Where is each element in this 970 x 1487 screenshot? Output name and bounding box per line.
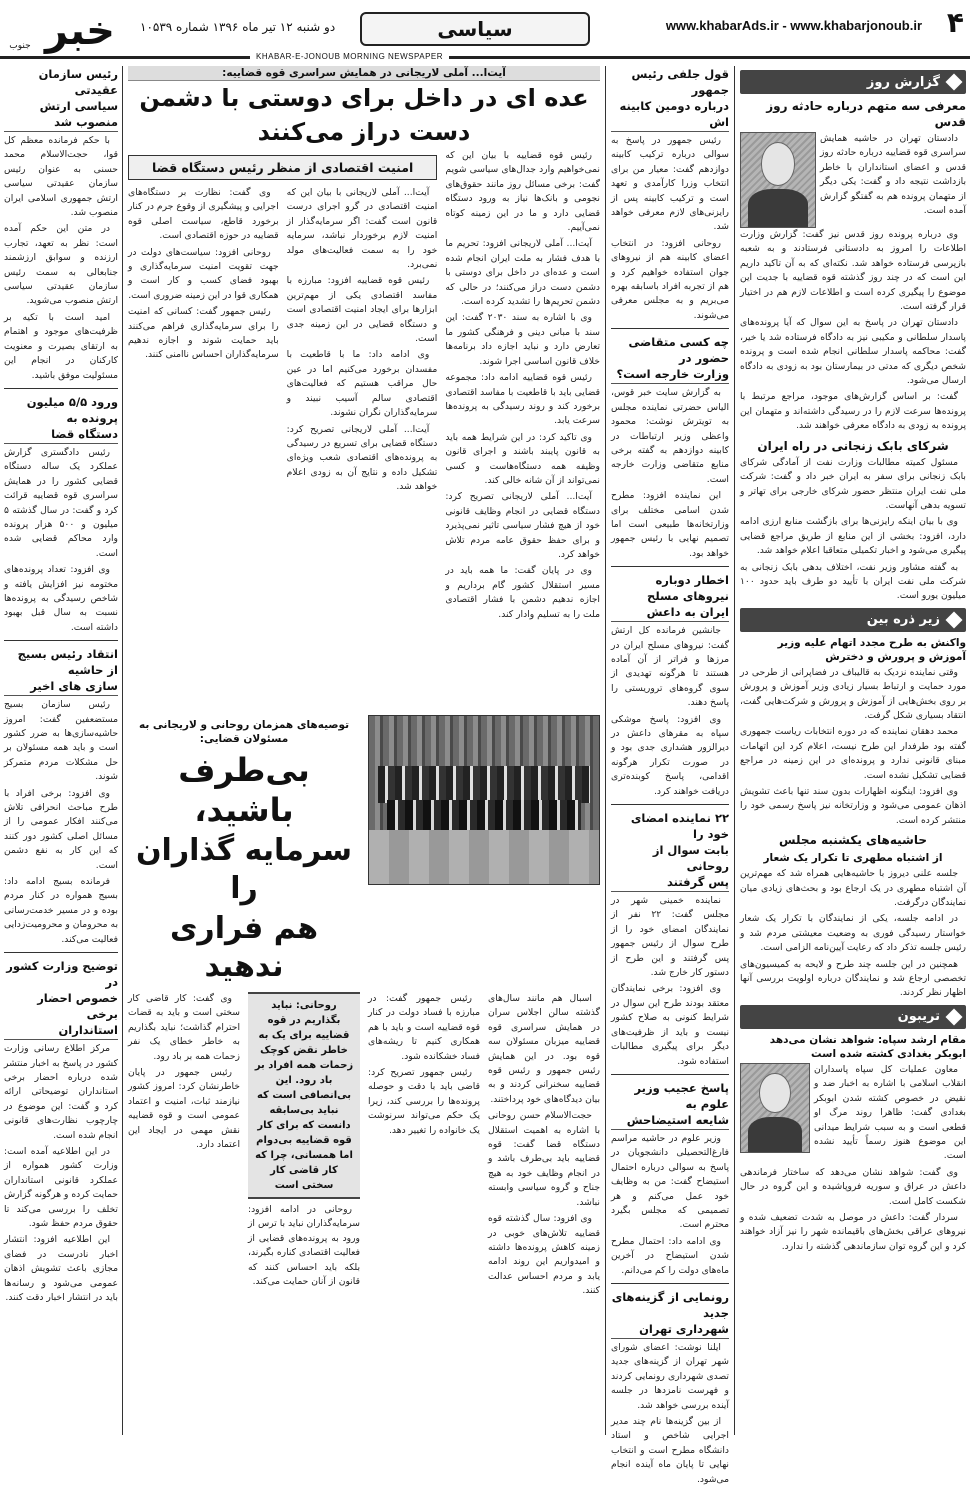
masthead — [0, 0, 970, 62]
main-inner-cols — [128, 186, 437, 497]
divider — [611, 328, 729, 329]
brief-body-2: به گزارش سایت خبر قوس، الیاس حضرتی نماینده مجلس به تویترش نوشت: محمود واعظی وزیر ارتباطات در کابینه دوازدهم به گفته برخی منابع متقاضی وزارت خارجه است. این نماینده افزود: مطرح شدن اسامی مختلف برای وزارتخانه‌ها طبیعی است اما تصمیم نهایی با رئیس جمهور خواهد بود. — [611, 387, 729, 559]
quote-panel — [368, 715, 600, 986]
left-body-3: رئیس سازمان بسیج مستضعفین گفت: امروز حاشیه‌سازی‌ها به ضرر کشور است و باید همه مسئولان بر حل مشکلات مردم متمرکز شوند. وی افزود: برخی افراد با طرح مباحث انحرافی تلاش می‌کنند افکار عمومی را از مسائل اصلی کشور دور کنند که این کار به نفع دشمن است. فرمانده بسیج ادامه داد: بسیج همواره در کنار مردم بوده و در مسیر خدمت‌رسانی به محرومان و محرومیت‌زدایی فعالیت می‌کند. — [4, 699, 118, 945]
main-lower-col-3-body: روحانی در ادامه افزود: سرمایه‌گذاران نباید با ترس از ورود به پرونده‌های قضایی از فعالیت اقتصادی کناره بگیرند، بلکه باید احساس کنند که قانون از آنان حمایت می‌کند. — [248, 1204, 360, 1288]
left-body-1: با حکم فرمانده معظم کل قوا، حجت‌الاسلام محمد حسنی به عنوان رئیس سازمان عقیدتی سیاسی ارتش جمهوری اسلامی ایران منصوب شد. در متن این حکم آمده است: نظر به تعهد، تجارب ارزنده و سوابق ارزشمند جنابعالی به سمت رئیس سازمان عقیدتی سیاسی ارتش منصوب می‌شوید. امید است با تکیه بر ظرفیت‌های موجود و اهتمام به ارتقای بصیرت و معنویت کارکنان در انجام این مسئولیت موفق باشید. — [4, 135, 118, 381]
badge-tribune: تریبون — [740, 1005, 966, 1029]
main-story — [128, 66, 600, 1435]
tribune-block — [740, 1063, 966, 1166]
report-body-cont: وی درباره پرونده روز قدس نیز گفت: گزارش وزارت اطلاعات را امروز به دادستانی فرستادند و به شعبه بازپرسی فرستاده خواهد شد. نکته‌ای که به آن تاکید داریم این است که در چند روز گذشته قوه قضاییه با جدیت این موضوع را پیگیری کرده است و اطلاعات لازم هم در اختیار قرار گرفته است. دادستان تهران در پاسخ به این سوال که آیا پرونده‌های پاسدار سلطانی و مکیبی نیز به دادگاه فرستاده شد یا خیر، گفت: محاکمه پاسدار سلطانی انجام شده است و پرونده شخص دیگری که مدتی در بیمارستان بود به زودی به دادگاه ارسال می‌شود. گفت: بر اساس گزارش‌های موجود، مراجع مرتبط با پرونده‌ها سرعت لازم را در رسیدگی داشته‌اند و متهمان این پرونده به زودی به دادگاه معرفی خواهند شد. — [740, 229, 966, 432]
main-body-right: رئیس قوه قضاییه با بیان این که نمی‌خواهیم وارد جدال‌های سیاسی شویم گفت: برخی مسائل روز مانند حقوق‌های نجومی و بانک‌ها نیاز به ورود دستگاه قضایی دارد و ما در این زمینه کوتاه نمی‌آییم. آیت‌ا... آملی لاریجانی افزود: تحریم ما با هدف فشار به ملت ایران انجام شده است و عده‌ای در داخل برای دوستی با دشمن دست دراز می‌کنند؛ در حالی که دشمن تحریم‌ها را تشدید کرده است. وی با اشاره به سند ۲۰۳۰ گفت: این سند با مبانی دینی و فرهنگی کشور ما تعارض دارد و نباید اجازه داد برنامه‌ها خلاف قانون اساسی اجرا شوند. رئیس قوه قضاییه ادامه داد: مجموعه قضایی باید با قاطعیت با مفاسد اقتصادی برخورد کند و روند رسیدگی به پرونده‌ها سرعت یابد. وی تاکید کرد: در این شرایط همه باید به قانون پایبند باشند و اجرای قانون وظیفه همه دستگاه‌هاست و کسی نمی‌تواند از آن شانه خالی کند. آیت‌ا... آملی لاریجانی تصریح کرد: دستگاه قضایی در انجام وظایف قانونی خود از هیچ فشار سیاسی تاثیر نمی‌پذیرد و برای حفظ حقوق عامه مردم تلاش خواهد کرد. وی در پایان گفت: ما همه باید در مسیر استقلال کشور گام برداریم و اجازه ندهیم دشمن با فشار اقتصادی ملت را به تسلیم وادار کند. — [445, 150, 600, 620]
left-title-4[interactable]: توضیح وزارت کشور در خصوص احضار برخی استانداران — [4, 958, 118, 1040]
education-minister-title[interactable]: واکنش به طرح مجدد اتهام علیه وزیر آموزش و پرورش و دخترش — [777, 636, 966, 663]
tribune-title[interactable]: مقام ارشد سپاه: شواهد نشان می‌دهد ابوبکر بغدادی کشته شده است — [769, 1033, 966, 1060]
left-title-1[interactable]: رئیس سازمان عقیدتی سیاسی ارتش منصوب شد — [4, 66, 118, 132]
website-urls[interactable]: www.khabarAds.ir - www.khabarjonoub.ir — [665, 18, 922, 33]
brief-body-4: نماینده خمینی شهر در مجلس گفت: ۲۲ نفر از نمایندگان امضای خود را از طرح سوال از رئیس جمهور پس گرفتند و این طرح از دستور کار خارج شد. وی افزود: برخی نمایندگان معتقد بودند طرح این سوال در شرایط کنونی به صلاح کشور نیست و باید از ظرفیت‌های دیگر برای پیگیری مطالبات استفاده شود. — [611, 895, 729, 1067]
main-lower-col-4: وی گفت: کار قاضی کار سختی است و باید به قضات احترام گذاشت؛ نباید بگذاریم به خاطر خطای یک نفر زحمات همه بر باد رود. رئیس جمهور در پایان خاطرنشان کرد: امروز کشور نیازمند ثبات، امنیت و اعتماد عمومی است و قوه قضاییه نقش مهمی در ایجاد این اعتماد دارد. — [128, 993, 240, 1151]
divider — [611, 1283, 729, 1284]
big-quote-line-1: بی‌طرف باشید، — [178, 751, 310, 829]
report-block — [740, 132, 966, 228]
divider — [4, 388, 118, 389]
column-divider — [605, 66, 606, 1435]
brief-body-3: جانشین فرمانده کل ارتش گفت: نیروهای مسلح ایران در مرزها و فراتر از آن آماده هستند تا هرگونه تهدیدی از سوی گروه‌های تروریستی را پاسخ دهند. وی افزود: پاسخ موشکی سپاه به مقرهای داعش در دیرالزور هشداری جدی بود و در صورت تکرار هرگونه اقدامی، پاسخ کوبنده‌تری دریافت خواهند کرد. — [611, 625, 729, 797]
commander-photo — [740, 1063, 810, 1153]
logo-text: خبر — [44, 8, 116, 54]
diamond-icon — [946, 74, 963, 91]
badge-under-lens: زیر ذره بین — [740, 608, 966, 632]
divider — [4, 952, 118, 953]
economic-security-box[interactable]: امنیت اقتصادی از منظر رئیس دستگاه قضا — [128, 155, 437, 180]
column-divider — [122, 66, 123, 1435]
report-body: دادستان تهران در حاشیه همایش سراسری قوه قضاییه درباره حادثه روز قدس و اعضای استانداران با خاطر بازداشت نتیجه داد و گفت: یکی دیگر از متهمان پرونده هم به گفتگو گزارش آمده است. — [820, 133, 966, 217]
brief-title-1[interactable]: قول جلفی رئیس جمهور درباره دومین کابینه اش — [611, 66, 729, 132]
main-body-center: آیت‌ا... آملی لاریجانی با بیان این که امنیت اقتصادی در گرو اجرای درست قانون است گفت: اگر سرمایه‌گذار از امنیت لازم برخوردار نباشد، سرمایه خود را به سمت فعالیت‌های مولد نمی‌برد. رئیس قوه قضاییه افزود: مبارزه با مفاسد اقتصادی یکی از مهم‌ترین ابزارها برای ایجاد امنیت اقتصادی است و دستگاه قضایی در این زمینه جدی است. وی ادامه داد: ما با قاطعیت با مفسدان برخورد می‌کنیم اما در عین حال مراقب هستیم که فعالیت‌های اقتصادی سالم آسیب نبیند و سرمایه‌گذاران نگران نشوند. آیت‌ا... آملی لاریجانی تصریح کرد: دستگاه قضایی برای تسریع در رسیدگی به پرونده‌های اقتصادی شعب ویژه‌ای تشکیل داده و نتایج آن به زودی اعلام خواهد شد. — [286, 187, 438, 493]
tribune-body-cont: وی گفت: شواهد نشان می‌دهد که ساختار فرماندهی داعش در عراق و سوریه فروپاشیده و این گروه در حال شکست کامل است. سردار گفت: داعش در موصل به شدت تضعیف شده و نیروهای عراقی بخش‌های باقیمانده شهر را نیز آزاد خواهند کرد و این گروه توان سازماندهی گذشته را ندارد. — [740, 1166, 966, 1252]
zanjani-title[interactable]: شرکای بابک زنجانی در راه ایران — [757, 438, 949, 453]
diamond-icon — [946, 1008, 963, 1025]
brief-body-1: رئیس جمهور در پاسخ به سوالی درباره ترکیب کابینه دوازدهم گفت: معیار من برای انتخاب وزرا کارآمدی و تعهد است و ترکیب کابینه پس از رایزنی‌های لازم معرفی خواهد شد. روحانی افزود: در انتخاب اعضای کابینه هم از نیروهای جوان استفاده خواهیم کرد و هم از تجربه افراد باسابقه بهره می‌بریم و به مجلس معرفی می‌شوند. — [611, 135, 729, 321]
main-lower — [128, 992, 600, 1301]
right-column — [740, 66, 966, 1435]
big-quote-line-3: هم فراری ندهید — [169, 911, 319, 984]
education-minister-body: وقتی نماینده نزدیک به قالیباف در فضاپرانی از طرحی در مورد حمایت و ارتباط بسیار زیادی وزیر آموزش و پرورش بر روی بخش‌هایی از آموزش و پرورش و شرکت‌هایی گفت، انتقاد بسیاری شکل گرفت. محمد دهقان نماینده که در دوره انتخابات ریاست جمهوری گفته بود طرفدار این طرح نیست، اعلام کرد این اتهامات مبنای قانونی ندارد و پرونده‌ای در این زمینه در مراجع قضایی تشکیل نشده است. وی افزود: اینگونه اظهارات بدون سند تنها باعث تشویش اذهان عمومی می‌شود و وزارتخانه نیز پاسخ رسمی خود را منتشر کرده است. — [740, 666, 966, 826]
brief-title-2[interactable]: چه کسی متقاضی حضور در وزارت خارجه است؟ — [611, 334, 729, 384]
left-body-2: رئیس دادگستری گزارش عملکرد یک ساله دستگاه قضایی کشور را در همایش سراسری قوه قضاییه قرائت کرد و گفت: در سال گذشته ۵ میلیون و ۵۰۰ هزار پرونده وارد محاکم قضایی شده است. وی افزود: تعداد پرونده‌های مختومه نیز افزایش یافته و شاخص رسیدگی به پرونده‌ها نسبت به سال قبل بهبود داشته است. — [4, 446, 118, 633]
briefs-column — [611, 66, 729, 1485]
main-lower-col-3 — [248, 992, 360, 1301]
main-upper — [128, 149, 600, 709]
photo-caption: توصیه‌های همزمان روحانی و لاریجانی به مسئولان قضایی: — [138, 719, 350, 745]
left-title-2[interactable]: ورود ۵/۵ میلیون پرونده به دستگاه قضا — [4, 394, 118, 444]
brief-body-6: ایلنا نوشت: اعضای شورای شهر تهران از گزینه‌های جدید تصدی شهرداری رونمایی کردند و فهرست نامزدها در جلسه آینده بررسی خواهد شد. از بین گزینه‌ها نام چند مدیر اجرایی شاخص و استاد دانشگاه مطرح است و انتخاب نهایی تا پایان ماه آینده انجام می‌شود. — [611, 1341, 729, 1485]
badge-daily-report: گزارش روز — [740, 70, 966, 94]
page-number: ۴ — [946, 6, 964, 39]
main-lower-col-2: رئیس جمهور گفت: در مبارزه با فساد دولت در کنار قوه قضاییه است و باید با هم همکاری کنیم تا ریشه‌های فساد خشکانده شود. رئیس جمهور تصریح کرد: قاضی باید با دقت و حوصله پرونده‌ها را بررسی کند، زیرا یک حکم می‌تواند سرنوشت یک خانواده را تغییر دهد. — [368, 993, 480, 1136]
pull-quote: روحانی: نباید بگذاریم در قوه قضاییه برای یک به خاطر نقض کوچک زحمات همه افراد بر باد رود. این بی‌انصافی است که نباید بی‌سابقه دانست که برای کار قوه قضاییه بی‌دوام اما همسانی، چرا که کار قاضی کار سختی است — [248, 992, 360, 1199]
main-lower-col-1: اسبال هم مانند سال‌های گذشته سالن اجلاس سران در همایش سراسری قوه قضاییه میزبان مسئولان سه قوه بود. در این همایش رئیس جمهور و رئیس قوه قضاییه سخنرانی کردند و به بیان دیدگاه‌های خود پرداختند. حجت‌الاسلام حسن روحانی با اشاره به اهمیت استقلال دستگاه قضا گفت: قوه قضاییه باید بی‌طرف باشد و در انجام وظایف خود به هیچ جناح و گروه سیاسی وابسته نباشد. وی افزود: سال گذشته قوه قضاییه تلاش‌های خوبی در زمینه کاهش پرونده‌ها داشته و امیدواریم این روند ادامه یابد و مردم احساس عدالت کنند. — [488, 993, 600, 1297]
brief-title-6[interactable]: رونمایی از گزینه‌های جدید شهرداری تهران — [611, 1289, 729, 1339]
left-title-3[interactable]: انتقاد رئیس بسیج از حاشیه سازی های اخیر — [4, 646, 118, 696]
parliament-subtitle: از اشتباه مطهری تا تکرار یک شعار — [763, 852, 943, 865]
divider — [4, 640, 118, 641]
section-title: سیاسی — [360, 12, 590, 46]
main-body-left: وی گفت: نظارت بر دستگاه‌های اجرایی و پیشگیری از وقوع جرم در کنار برخورد قاطع، سیاست اصلی قوه قضاییه در حوزه اقتصادی است. روحانی افزود: سیاست‌های دولت در جهت تقویت امنیت سرمایه‌گذاری و بهبود فضای کسب و کار است و همکاری قوا در این زمینه ضروری است. رئیس جمهور گفت: کسانی که امنیت را برای سرمایه‌گذاری فراهم می‌کنند باید حمایت شوند و اجازه ندهیم سرمایه‌گذاران احساس ناامنی کنند. — [127, 187, 279, 361]
big-quote-line-2: سرمایه گذاران را — [135, 833, 353, 906]
brief-body-5: وزیر علوم در حاشیه مراسم فارغ‌التحصیلی دانشجویان در پاسخ به سوالی درباره احتمال استیضاح گفت: من به وظایف خود عمل می‌کنم و هر تصمیمی که مجلس بگیرد محترم است. وی ادامه داد: احتمال مطرح شدن استیضاح در آخرین ماه‌های دولت را کم می‌دانم. — [611, 1132, 729, 1276]
divider — [611, 804, 729, 805]
parliament-body: جلسه علنی دیروز با حاشیه‌هایی همراه شد که مهم‌ترین آن اشتباه مطهری در یک ارجاع بود و بحث‌های زیادی میان نمایندگان درگرفت. در ادامه جلسه، یکی از نمایندگان با تکرار یک شعار خواستار رسیدگی فوری به وضعیت معیشتی مردم شد و رئیس جلسه تذکر داد که رعایت آیین‌نامه الزامی است. همچنین در این جلسه چند طرح و لایحه به کمیسیون‌های تخصصی ارجاع شد و نمایندگان درباره اولویت بررسی آنها اظهار نظر کردند. — [740, 868, 966, 999]
zanjani-body: مسئول کمیته مطالبات وزارت نفت از آمادگی شرکای بابک زنجانی برای سفر به ایران خبر داد و گفت: شرکت ملی نفت ایران منتظر حضور شرکای خارجی برای تهاتر و تسویه بدهی آنهاست. وی با بیان اینکه رایزنی‌ها برای بازگشت منابع ارزی ادامه دارد، افزود: بخشی از این منابع از طریق مراجع قضایی پیگیری می‌شود و اخبار تکمیلی متعاقبا اعلام خواهد شد. به گفته مشاور وزیر نفت، اختلاف بدهی بابک زنجانی به شرکت ملی نفت ایران با تأیید دو طرف باید حدود ۱۰۰ میلیون یورو است. — [740, 456, 966, 602]
brief-title-5[interactable]: پاسخ عجیب وزیر علوم به شایعه استیضاحش — [611, 1080, 729, 1130]
column-divider — [734, 66, 735, 1435]
main-headline[interactable]: عده ای در داخل برای دوستی با دشمن دست دراز می‌کنند — [139, 84, 589, 146]
brief-title-4[interactable]: ۲۲ نماینده امضای خود را بابت سوال از روحانی پس گرفتند — [611, 810, 729, 892]
left-column — [4, 66, 118, 1435]
masthead-rule — [0, 56, 970, 59]
prosecutor-photo — [740, 132, 816, 228]
report-title[interactable]: معرفی سه متهم درباره حادثه روز قدس — [766, 99, 966, 129]
left-body-4: مرکز اطلاع رسانی وزارت کشور در پاسخ به اخبار منتشر شده درباره احضار برخی استانداران توضیحاتی ارائه کرد و گفت: این موضوع در چارچوب نظارت‌های قانونی انجام شده است. در این اطلاعیه آمده است: وزارت کشور همواره از عملکرد قانونی استانداران حمایت کرده و هرگونه گزارش تخلف را بررسی می‌کند تا حقوق مردم حفظ شود. این اطلاعیه افزود: انتشار اخبار نادرست در فضای مجازی باعث تشویش اذهان عمومی می‌شود و رسانه‌ها باید در انتشار اخبار دقت کنند. — [3, 1043, 118, 1303]
divider — [611, 566, 729, 567]
main-photo-row — [128, 715, 600, 986]
group-photo — [368, 715, 600, 885]
issue-date: دو شنبه ۱۲ تیر ماه ۱۳۹۶ شماره ۱۰۵۳۹ — [140, 20, 336, 34]
big-quote-block — [128, 715, 360, 986]
tribune-body: معاون عملیات کل سپاه پاسداران انقلاب اسلامی با اشاره به اخبار ضد و نقیض در خصوص کشته شدن ابوبکر بغدادی گفت: ظاهرا روند مرگ او قطعی است و به سبب شرایط میدانی این موضوع هنوز رسماً تأیید نشده است. — [814, 1063, 966, 1162]
brief-title-3[interactable]: اخطار دوباره نیروهای مسلح ایران به داعش — [611, 572, 729, 622]
newspaper-logo — [6, 2, 134, 56]
diamond-icon — [946, 611, 963, 628]
logo-subtext: جنوب — [9, 41, 31, 51]
english-title: KHABAR-E-JONOUB MORNING NEWSPAPER — [250, 52, 449, 61]
divider — [611, 1074, 729, 1075]
parliament-title[interactable]: حاشیه‌های یکشنبه مجلس — [778, 833, 928, 848]
main-inner — [128, 149, 437, 709]
main-kicker: آیت‌ا... آملی لاریجانی در همایش سراسری قوه قضاییه: — [128, 66, 600, 81]
